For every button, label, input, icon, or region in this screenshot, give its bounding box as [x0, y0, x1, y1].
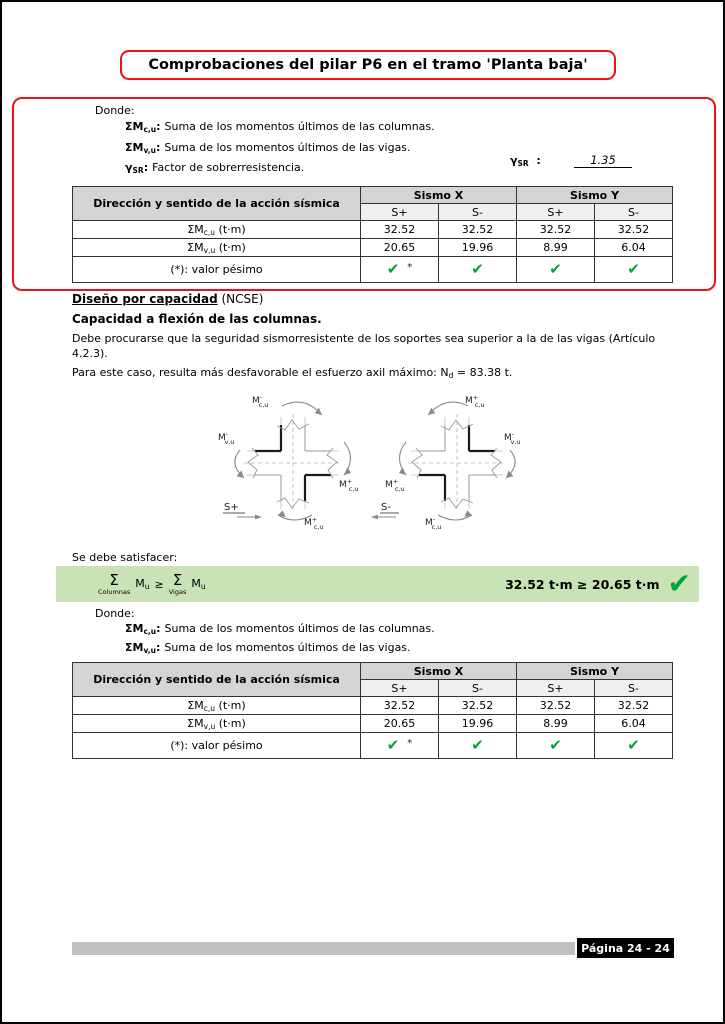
moment-label: M-v,u: [218, 430, 235, 446]
definition-list: [125, 118, 485, 180]
definition-desc: Suma de los momentos últimos de las vigas.: [164, 140, 411, 154]
table-corner-header: Dirección y sentido de la acción sísmica: [73, 187, 361, 221]
moment-label: M-c,u: [252, 393, 269, 409]
moment-label: M-v,u: [504, 430, 521, 446]
definition-term: $\Sigma M_{c,u}$:: [125, 120, 161, 134]
capacity-formula: Σ Columnas $M_u$ ≥ Σ Vigas $M_u$: [98, 570, 206, 596]
definition-desc: Factor de sobrerresistencia.: [152, 161, 305, 174]
check-icon: ✔: [386, 260, 400, 278]
table-row: $\Sigma M_{v,u}$ (t·m) 20.65 19.96 8.99 6.04: [73, 239, 673, 257]
check-icon: ✔: [549, 736, 562, 754]
table-group-header-sismo-x: Sismo X: [361, 187, 517, 204]
table-row: $\Sigma M_{v,u}$ (t·m) 20.65 19.96 8.99 6.04: [73, 715, 673, 733]
gamma-sr-symbol: $\gamma_{SR}$ :: [510, 154, 541, 168]
section-heading: Diseño por capacidad (NCSE): [72, 292, 264, 306]
table-group-header-sismo-y: Sismo Y: [517, 663, 673, 680]
page-title-text: Comprobaciones del pilar P6 en el tramo 'Planta baja': [148, 57, 588, 73]
paragraph: Debe procurarse que la seguridad sismorresistente de los soportes sea superior a la de las vigas (Artículo 4.2.3).: [72, 332, 656, 360]
formula-bar: Σ Columnas $M_u$ ≥ Σ Vigas $M_u$ 32.52 t·m ≥ 20.65 t·m ✔: [56, 566, 699, 602]
definition-item: [125, 621, 485, 640]
table-group-header-sismo-x: Sismo X: [361, 663, 517, 680]
row-label: $\Sigma M_{v,u}$ (t·m): [73, 715, 361, 733]
definition-desc: Suma de los momentos últimos de las vigas.: [164, 640, 411, 654]
check-icon: ✔: [471, 260, 484, 278]
page-number-badge: [577, 938, 674, 958]
page-title: [120, 50, 616, 80]
definition-item: [125, 640, 485, 659]
moment-label: M-c,u: [425, 515, 442, 531]
paragraph-axial: Para este caso, resulta más desfavorable el esfuerzo axil máximo: $N_d = 83.38$ t.: [72, 366, 513, 380]
joint-diagram-s-minus: [371, 394, 520, 532]
definition-list: [125, 621, 485, 658]
moment-label: M+ c,u: [304, 515, 324, 531]
row-label: (*): valor pésimo: [73, 257, 361, 283]
table-row: $\Sigma M_{c,u}$ (t·m) 32.52 32.52 32.52 32.52: [73, 697, 673, 715]
capacity-design-diagram: [182, 390, 542, 540]
check-icon: ✔: [549, 260, 562, 278]
table-row: $\Sigma M_{c,u}$ (t·m) 32.52 32.52 32.52 32.52: [73, 221, 673, 239]
check-icon: ✔: [471, 736, 484, 754]
definition-desc: Suma de los momentos últimos de las columnas.: [164, 120, 435, 133]
pessimal-star: *: [407, 738, 413, 749]
seismic-table: [72, 186, 673, 283]
satisfy-label: Se debe satisfacer:: [72, 551, 178, 564]
moment-label: M+ c,u: [339, 477, 359, 493]
pessimal-star: *: [407, 262, 413, 273]
definition-term: $\Sigma M_{v,u}$:: [125, 640, 161, 655]
footer-gray-bar: [72, 942, 575, 955]
row-label: (*): valor pésimo: [73, 733, 361, 759]
donde-label: Donde:: [95, 607, 135, 620]
check-icon: ✔: [627, 260, 640, 278]
definition-term: $\gamma_{SR}$:: [125, 161, 149, 175]
row-label: $\Sigma M_{c,u}$ (t·m): [73, 697, 361, 715]
donde-label: Donde:: [95, 104, 135, 117]
definition-item: [125, 118, 485, 139]
moment-label: M+ c,u: [465, 393, 485, 409]
formula-result: 32.52 t·m ≥ 20.65 t·m: [505, 576, 660, 592]
table-group-header-sismo-y: Sismo Y: [517, 187, 673, 204]
table-check-row: [73, 733, 673, 759]
definition-term: $\Sigma M_{v,u}$:: [125, 140, 161, 155]
seismic-direction-label: S+: [224, 502, 239, 513]
gamma-sr-value: 1.35: [574, 153, 632, 168]
seismic-table: [72, 662, 673, 759]
table-subheader-row: S+ S- S+ S-: [73, 680, 673, 697]
joint-diagram-s-plus: [218, 394, 358, 532]
definition-item: [125, 139, 485, 160]
table-check-row: [73, 257, 673, 283]
subsection-heading: Capacidad a flexión de las columnas.: [72, 312, 322, 326]
page-number-text: Página 24 - 24: [581, 941, 670, 955]
definition-term: $\Sigma M_{c,u}$:: [125, 622, 161, 636]
table-corner-header: Dirección y sentido de la acción sísmica: [73, 663, 361, 697]
seismic-direction-label: S-: [381, 502, 391, 513]
definition-item: [125, 159, 485, 180]
row-label: $\Sigma M_{c,u}$ (t·m): [73, 221, 361, 239]
definition-desc: Suma de los momentos últimos de las columnas.: [164, 622, 435, 635]
check-icon: ✔: [627, 736, 640, 754]
check-icon: ✔: [386, 736, 400, 754]
row-label: $\Sigma M_{v,u}$ (t·m): [73, 239, 361, 257]
table-subheader-row: S+ S- S+ S-: [73, 204, 673, 221]
moment-label: M+ c,u: [385, 477, 405, 493]
